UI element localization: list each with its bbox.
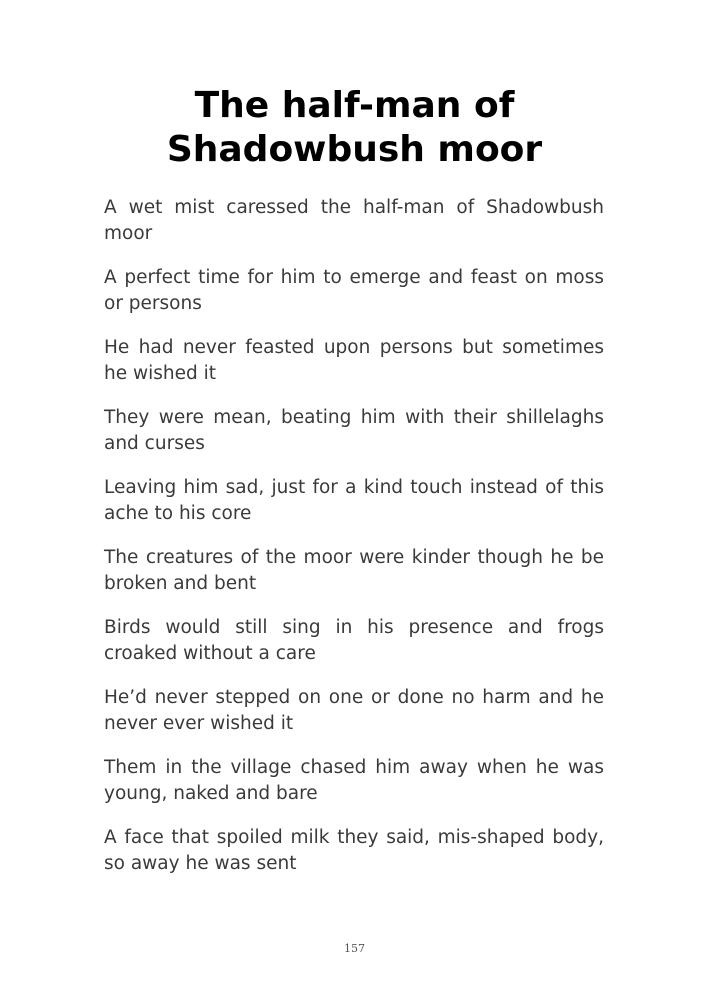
stanza-8: He’d never stepped on one or done no harm and he never ever wished it: [104, 687, 604, 734]
stanza-9: Them in the village chased him away when he was young, naked and bare: [104, 757, 604, 804]
stanza-5: Leaving him sad, just for a kind touch instead of this ache to his core: [104, 477, 604, 524]
stanza-10: A face that spoiled milk they said, mis-shaped body, so away he was sent: [104, 827, 604, 874]
stanza-2: A perfect time for him to emerge and feast on moss or persons: [104, 267, 604, 314]
page-number: 157: [344, 942, 365, 955]
page-title: [0, 84, 709, 172]
title-line-2: Shadowbush moor: [166, 129, 543, 170]
stanza-6: The creatures of the moor were kinder though he be broken and bent: [104, 547, 604, 594]
poem-body: [104, 195, 604, 895]
title-line-1: The half-man of: [194, 85, 515, 126]
stanza-3: He had never feasted upon persons but sometimes he wished it: [104, 337, 604, 384]
stanza-1: A wet mist caressed the half-man of Shadowbush moor: [104, 197, 604, 244]
stanza-4: They were mean, beating him with their shillelaghs and curses: [104, 407, 604, 454]
stanza-7: Birds would still sing in his presence and frogs croaked without a care: [104, 617, 604, 664]
